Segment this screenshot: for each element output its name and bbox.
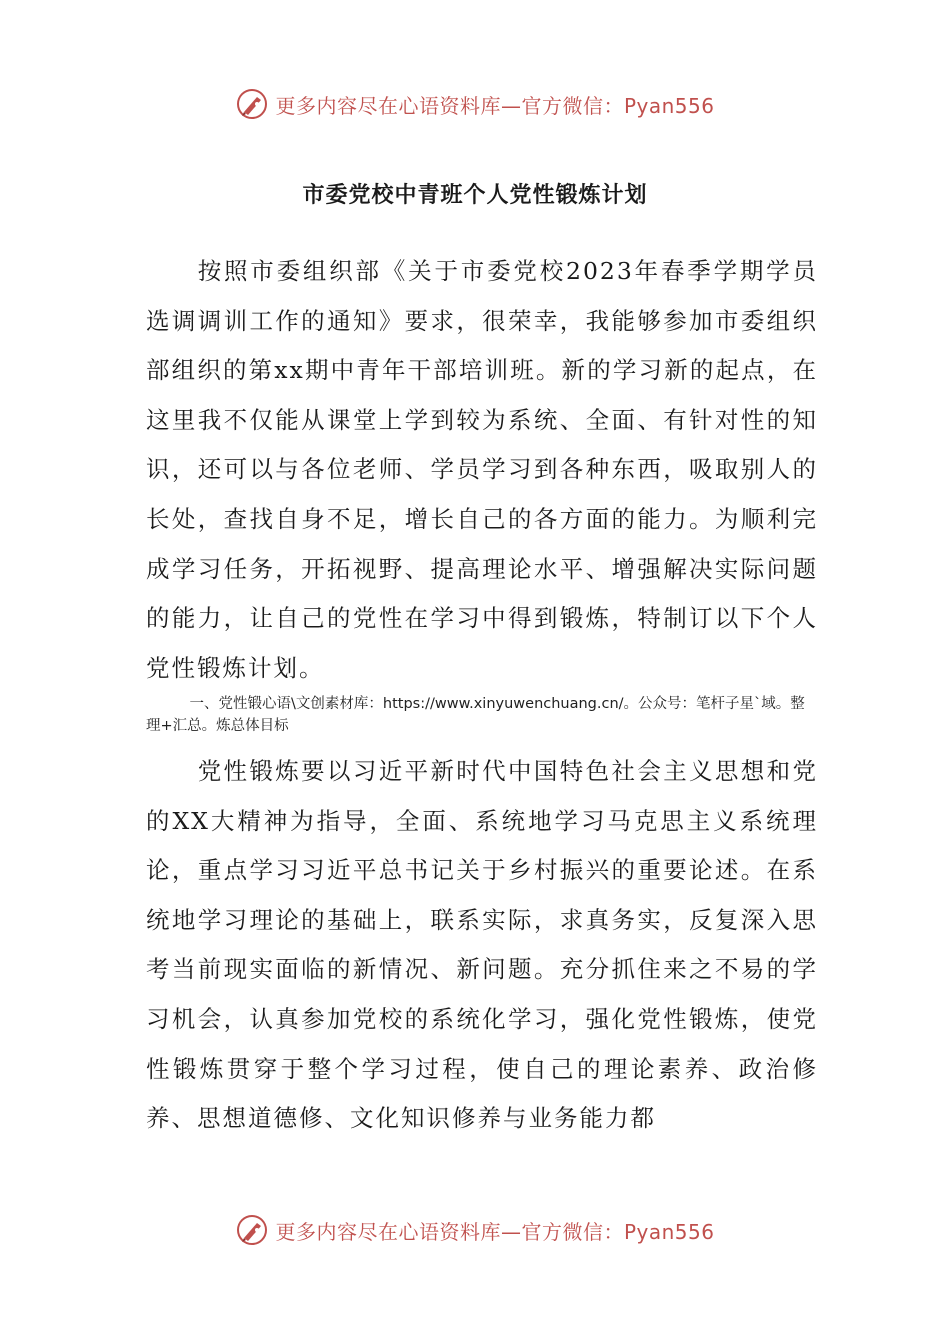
document-title: 市委党校中青班个人党性锻炼计划 — [302, 182, 648, 208]
footer-banner-text: 更多内容尽在心语资料库—官方微信：Pyan556 — [275, 1219, 715, 1244]
section-heading-note: 一、党性锻心语\文创素材库：https://www.xinyuwenchuang.cn/。公众号：笔杆子星`域。整理+汇总。炼总体目标 — [146, 696, 805, 734]
pen-nib-logo-icon — [235, 1213, 269, 1247]
paragraph-overall-goal: 党性锻炼要以习近平新时代中国特色社会主义思想和党的XX大精神为指导，全面、系统地学习马克思主义系统理论，重点学习习近平总书记关于乡村振兴的重要论述。在系统地学习理论的基础上，联系实际，求真务实，反复深入思考当前现实面临的新情况、新问题。充分抓住来之不易的学习机会，认真参加党校的系统化学习，强化党性锻炼，使党性锻炼贯穿于整个学习过程，使自己的理论素养、政治修养、思想道德修、文化知识修养与业务能力都 — [146, 757, 818, 1133]
footer-banner — [0, 1210, 950, 1250]
header-banner-text: 更多内容尽在心语资料库—官方微信：Pyan556 — [275, 93, 715, 118]
paragraph-intro: 按照市委组织部《关于市委党校2023年春季学期学员选调调训工作的通知》要求，很荣幸，我能够参加市委组织部组织的第xx期中青年干部培训班。新的学习新的起点，在这里我不仅能从课堂上学到较为系统、全面、有针对性的知识，还可以与各位老师、学员学习到各种东西，吸取别人的长处，查找自身不足，增长自己的各方面的能力。为顺利完成学习任务，开拓视野、提高理论水平、增强解决实际问题的能力，让自己的党性在学习中得到锻炼，特制订以下个人党性锻炼计划。 — [146, 257, 818, 682]
header-banner — [0, 84, 950, 124]
pen-nib-logo-icon — [235, 87, 269, 121]
